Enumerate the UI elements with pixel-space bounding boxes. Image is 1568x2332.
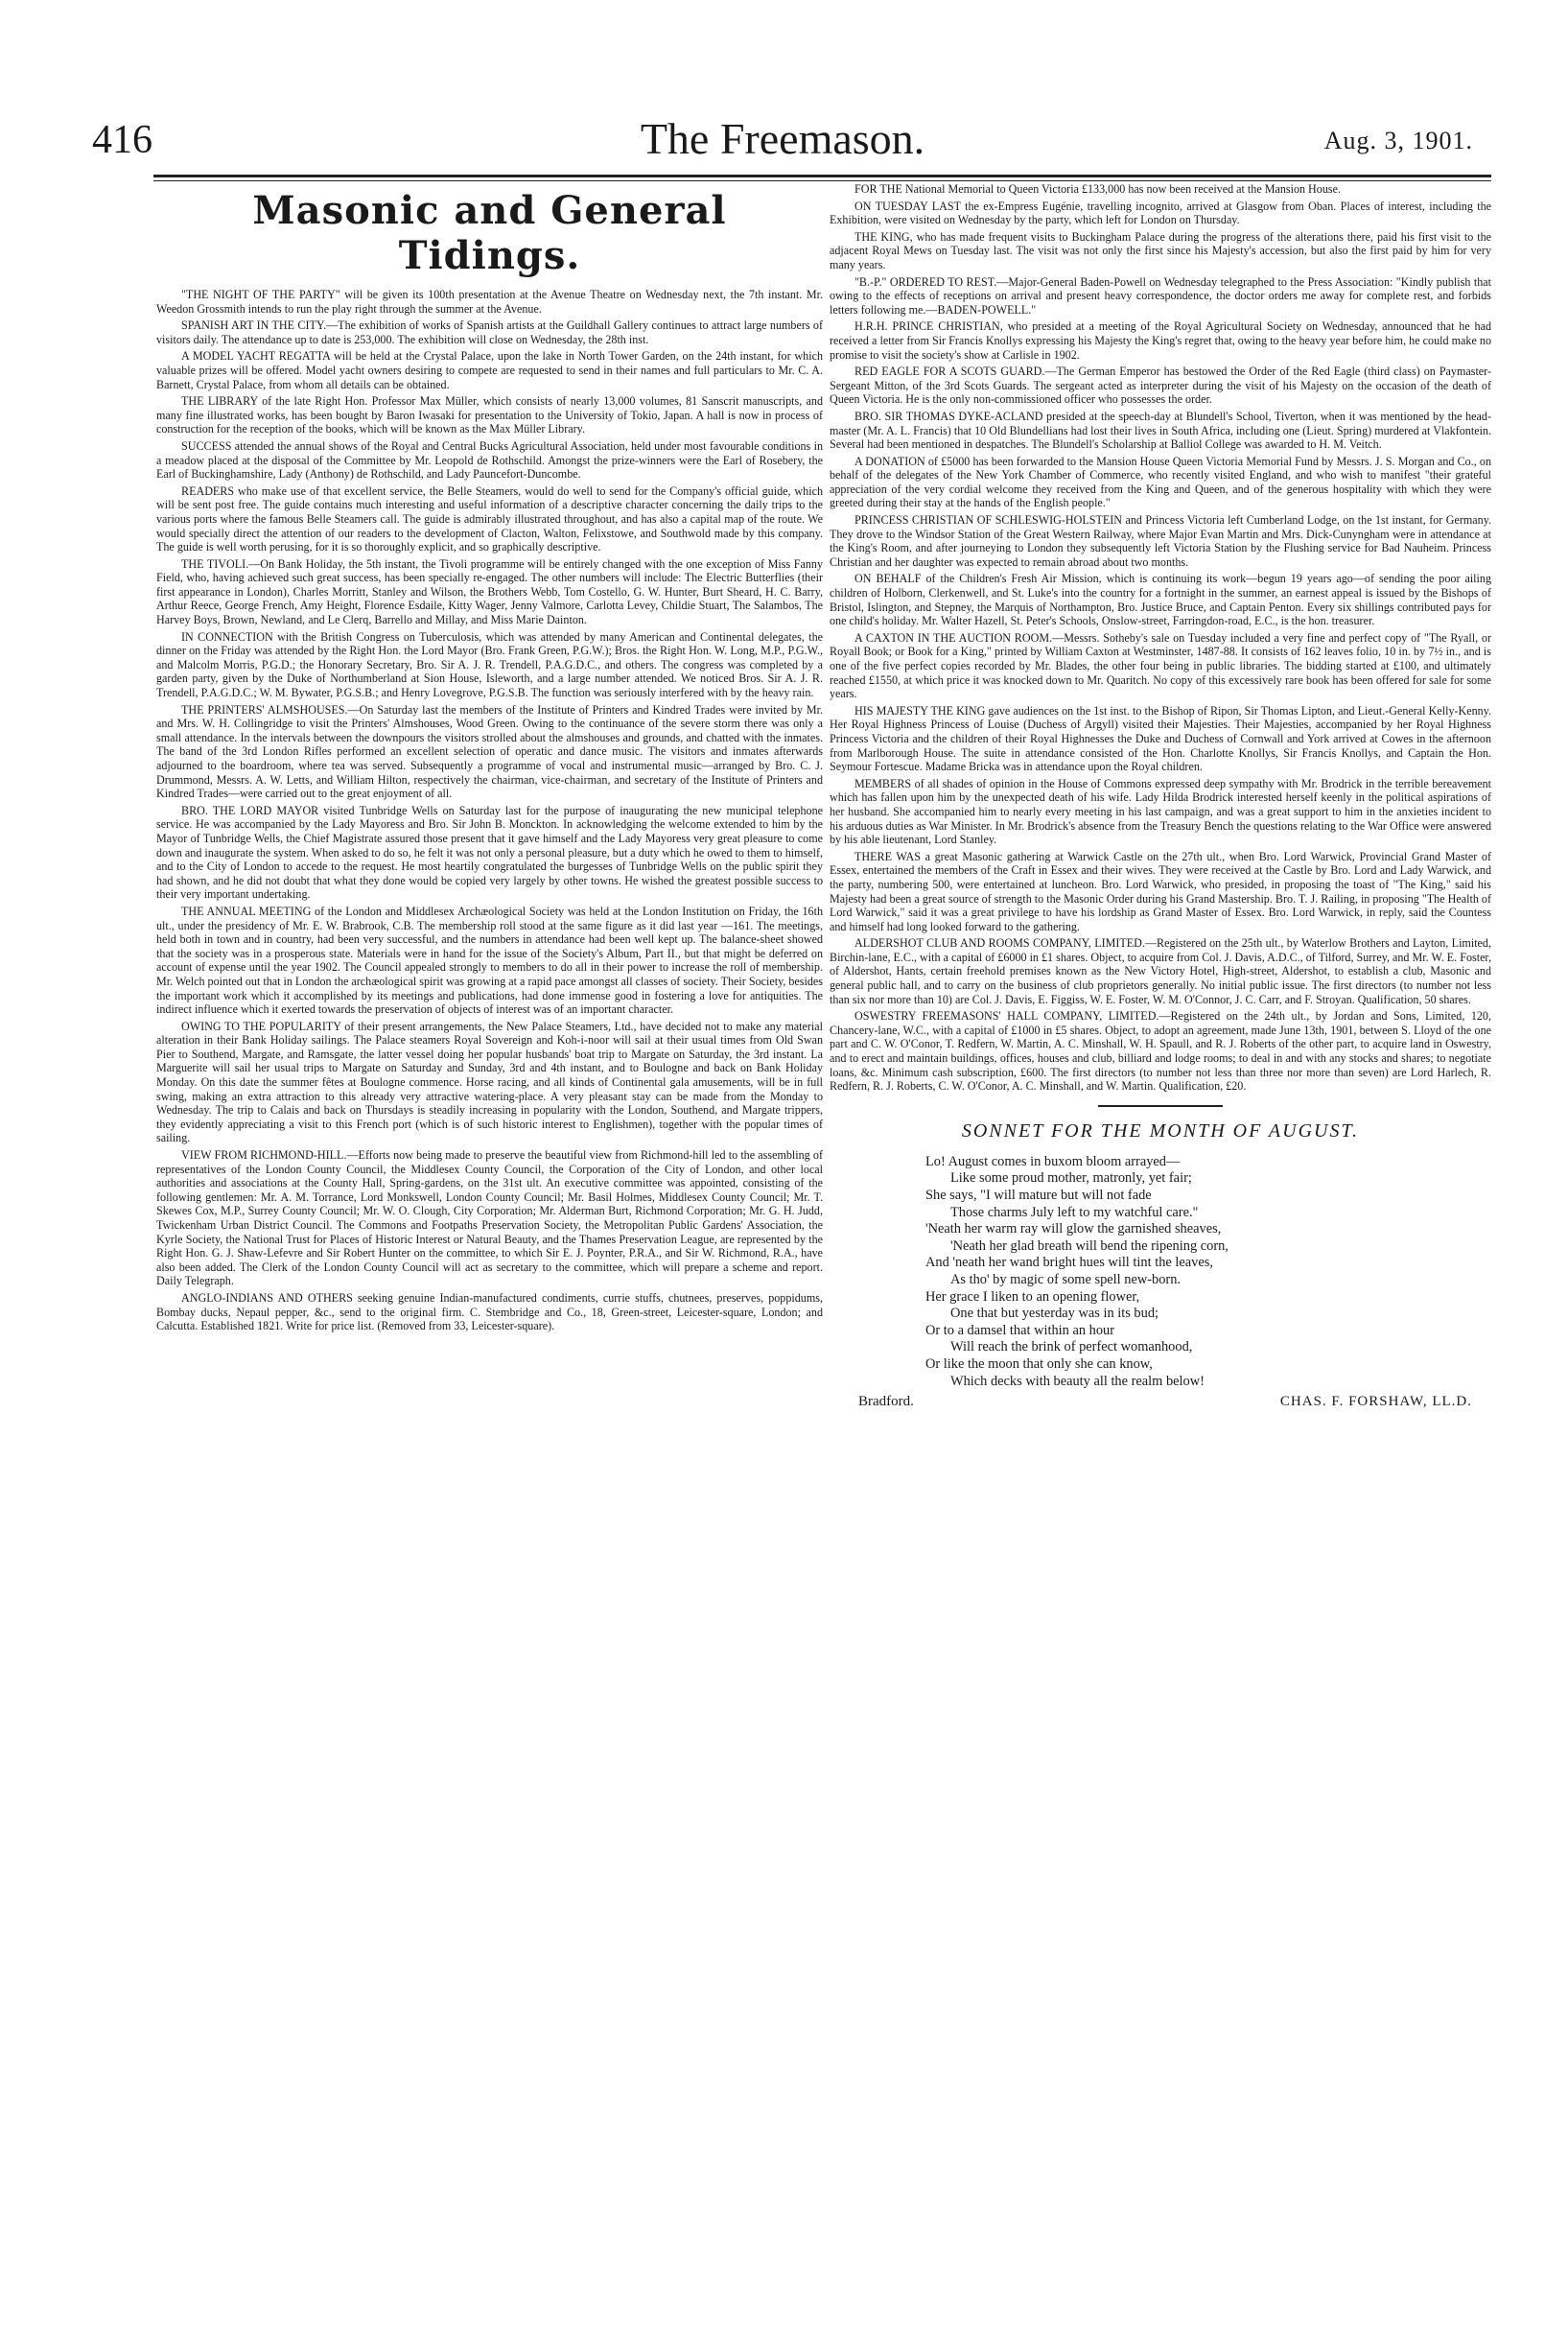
poem-line: Or like the moon that only she can know, xyxy=(925,1355,1153,1372)
article-paragraph: SPANISH ART IN THE CITY.—The exhibition of works of Spanish artists at the Guildhall Gallery continues to attract large numbers of visitors daily. The attendance up to date is 253,000. The exhibition will close on Wednesday, the 28th inst. xyxy=(156,318,823,346)
page-number: 416 xyxy=(92,118,152,162)
article-paragraph: ANGLO-INDIANS AND OTHERS seeking genuine Indian-manufactured condiments, currie stuffs, chutnees, preserves, poppidums, Bombay ducks, Nepaul pepper, &c., send to the original firm. C. Stembridge and Co., 18, Green-street, Leicester-square, London; and Calcutta. Established 1821. Write for price list. (Removed from 33, Leicester-square). xyxy=(156,1290,823,1333)
article-paragraph: BRO. SIR THOMAS DYKE-ACLAND presided at the speech-day at Blundell's School, Tiverton, when it was mentioned by the head-master (Mr. A. L. Francis) that 10 Old Blundellians had lost their lives in South Africa, including one (Lieut. Spring) murdered at Vlakfontein. Several had been mentioned in despatches. The Blundell's Scholarship at Balliol College was awarded to H. M. Veitch. xyxy=(830,409,1491,452)
poem-line: One that but yesterday was in its bud; xyxy=(950,1306,1159,1322)
article-paragraph: THE TIVOLI.—On Bank Holiday, the 5th instant, the Tivoli programme will be entirely changed with the one exception of Miss Fanny Field, who, having achieved such great success, has been specially re-engaged. The other numbers will include: The Electric Butterflies (their first appearance in London), Charles Morritt, Stanley and Wilson, the Brothers Webb, Tom Costello, G. W. Hunter, Burt Sheard, H. C. Barry, Arthur Reece, George French, Amy Height, Florence Esdaile, Kitty Wager, Jenny Valmore, Carlotta Levey, Childie Stuart, The Salambos, The Harvey Boys, Brown, Newland, and Le Clerq, Barrello and Millay, and Miss Marie Dainton. xyxy=(156,556,823,627)
article-paragraph: A CAXTON IN THE AUCTION ROOM.—Messrs. Sotheby's sale on Tuesday included a very fine and perfect copy of "The Ryall, or Royall Book; or Book for a King," printed by William Caxton at Westminster, 1487-88. It consists of 162 leaves folio, 10 in. by 7½ in., and is one of the five perfect copies recorded by Mr. Blades, the other four being in public libraries. The bidding started at £100, and ultimately reached £1550, at which price it was knocked down to Mr. Quaritch. No copy of this excessively rare book has been offered for sale for some years. xyxy=(830,630,1491,701)
sonnet-signature xyxy=(830,1394,1491,1415)
article-paragraph: READERS who make use of that excellent service, the Belle Steamers, would do well to send for the Company's official guide, which will be sent post free. The guide contains much interesting and useful information of a descriptive character concerning the daily trips to the various ports where the famous Belle Steamers call. The guide is admirably illustrated throughout, and has also a capital map of the route. We would specially direct the attention of our readers to the development of Clacton, Walton, Felixstowe, and Southwold made by this company. The guide is well worth perusing, for it is so thoroughly explicit, and so graphically descriptive. xyxy=(156,483,823,554)
article-paragraph: THE LIBRARY of the late Right Hon. Professor Max Müller, which consists of nearly 13,000 volumes, 81 Sanscrit manuscripts, and many fine illustrated works, has been bought by Baron Iwasaki for presentation to the University of Tokio, Japan. A hall is now in process of construction for the reception of the books, which will be known as the Max Müller Library. xyxy=(156,394,823,436)
article-paragraph: ON TUESDAY LAST the ex-Empress Eugénie, travelling incognito, arrived at Glasgow from Oban. Places of interest, including the Exhibition, were visited on Wednesday by the party, which left for London on Thursday. xyxy=(830,199,1491,227)
article-paragraph: THE PRINTERS' ALMSHOUSES.—On Saturday last the members of the Institute of Printers and Kindred Trades were invited by Mr. and Mrs. W. H. Collingridge to visit the Printers' Almshouses, Wood Green. Owing to the continuance of the severe storm there was only a small attendance. In the intervals between the downpours the visitors strolled about the almshouses and grounds, and chatted with the inmates. The band of the 3rd London Rifles performed an excellent selection of operatic and dance music. The visitors and inmates afterwards adjourned to the boardroom, where tea was served. Subsequently a programme of vocal and instrumental music—arranged by Bro. C. J. Drummond, Messrs. A. W. Letts, and William Hilton, respectively the chairman, vice-chairman, and secretary of the Institute of Printers and Kindred Trades—were carried out to the great enjoyment of all. xyxy=(156,702,823,801)
article-paragraph: IN CONNECTION with the British Congress on Tuberculosis, which was attended by many American and Continental delegates, the dinner on the Friday was attended by the Right Hon. the Lord Mayor (Bro. Frank Green, P.G.W.); Bros. the Right Hon. W. Long, M.P., P.G.W., and Malcolm Morris, P.G.D.; the Honorary Secretary, Bro. Sir A. J. R. Trendell, P.A.G.D.C., and others. The congress was completed by a garden party, given by the Duke of Northumberland at Sion House, Isleworth, and a large number attended. We noticed Bros. Sir A. J. R. Trendell, P.A.G.D.C.; W. M. Bywater, P.G.S.B.; and Henry Lovegrove, P.G.S.B. The function was seriously interfered with by the heavy rain. xyxy=(156,629,823,700)
section-separator xyxy=(1098,1105,1223,1107)
left-articles xyxy=(156,288,823,1333)
article-paragraph: BRO. THE LORD MAYOR visited Tunbridge Wells on Saturday last for the purpose of inaugurating the new municipal telephone service. He was accompanied by the Lady Mayoress and Bro. Sir John B. Monckton. In acknowledging the welcome extended to him by the Mayor of Tunbridge Wells, the Chief Magistrate assured those present that it gave himself and the Lady Mayoress very great pleasure to come down and inaugurate the system. When asked to do so, he felt it was not only a personal pleasure, but a duty which he owed to them to himself, and to the City of London to accede to the request. He most heartily congratulated the burgesses of Tunbridge Wells on the public spirit they had shown, and he did not doubt that what they done would be copied very largely by other towns. He wished the greatest possible success to their very important undertaking. xyxy=(156,803,823,902)
article-paragraph: H.R.H. PRINCE CHRISTIAN, who presided at a meeting of the Royal Agricultural Society on Wednesday, announced that he had received a letter from Sir Francis Knollys expressing his Majesty the King's regret that, owing to the heavy year before him, he could make no promise to visit the society's show at Carlisle in 1902. xyxy=(830,319,1491,362)
poem-line: Which decks with beauty all the realm below! xyxy=(950,1373,1205,1389)
poem-line: As tho' by magic of some spell new-born. xyxy=(950,1271,1181,1287)
poem-line: 'Neath her glad breath will bend the ripening corn, xyxy=(950,1237,1229,1254)
article-paragraph: A MODEL YACHT REGATTA will be held at the Crystal Palace, upon the lake in North Tower Garden, on the 24th instant, for which valuable prizes will be offered. Model yacht owners desiring to compete are requested to send in their names and full particulars to Mr. C. A. Barnett, Crystal Palace, from whom all details can be obtained. xyxy=(156,349,823,391)
poem-line: And 'neath her wand bright hues will tint the leaves, xyxy=(925,1255,1213,1271)
section-heading: Masonic and General Tidings. xyxy=(252,188,727,278)
article-paragraph: ALDERSHOT CLUB AND ROOMS COMPANY, LIMITED.—Registered on the 25th ult., by Waterlow Brothers and Layton, Limited, Birchin-lane, E.C., with a capital of £6000 in £1 shares. Object, to acquire from Col. J. Davis, A.D.C., of Tilford, Surrey, and Mr. W. E. Foster, of Aldershot, Hants, certain freehold premises known as the New Victory Hotel, High-street, Aldershot, to establish a club, Masonic and general public hall, and to carry on the business of club proprietors generally. No initial public issue. The first directors (to number not less than six nor more than 10) are Col. J. Davis, E. Figgiss, W. E. Foster, W. M. O'Connor, J. C. Carr, and F. Stroyan. Qualification, 50 shares. xyxy=(830,936,1491,1006)
article-paragraph: OWING TO THE POPULARITY of their present arrangements, the New Palace Steamers, Ltd., have decided not to make any material alteration in their Bank Holiday sailings. The Palace steamers Royal Sovereign and Koh-i-noor will sail at their usual times from Old Swan Pier to Southend, Margate, and Ramsgate, the latter vessel doing her popular husbands' boat trip to Margate on Saturday, the 3rd instant. La Marguerite will sail her usual trips to Margate on Saturday and Sunday, 3rd and 4th instant, and to Boulogne and back on Bank Holiday Monday. On this date the summer fêtes at Boulogne commence. Horse racing, and all kinds of Continental gala amusements, will be in full swing, making an extra attraction to this already very attractive watering-place. A very pleasant stay can be made from the Monday to Wednesday. The trip to Calais and back on Thursdays is steadily increasing in popularity with the London, Southend, and Margate trippers, they evidently appreciating a visit to this French port (which is of such historic interest to Englishmen), together with the popular times of sailing. xyxy=(156,1019,823,1145)
poem-line: Her grace I liken to an opening flower, xyxy=(925,1288,1140,1305)
article-paragraph: SUCCESS attended the annual shows of the Royal and Central Bucks Agricultural Association, held under most favourable conditions in a meadow placed at the disposal of the Committee by Mr. Leopold de Rothschild. Amongst the prize-winners were the Earl of Rosebery, the Earl of Buckinghamshire, Lady (Anthony) de Rothschild, and Lady Pauncefort-Duncombe. xyxy=(156,438,823,482)
poem-line: Lo! August comes in buxom bloom arrayed— xyxy=(925,1153,1181,1169)
article-paragraph: THERE WAS a great Masonic gathering at Warwick Castle on the 27th ult., when Bro. Lord Warwick, Provincial Grand Master of Essex, entertained the members of the Craft in Essex and their wives. They were received at the Castle by Bro. Lord and Lady Warwick, and the party, numbering 500, were entertained at luncheon. Bro. Lord Warwick, who presided, in proposing the toast of "The King," said his Majesty had been a great source of strength to the Masonic Order during his Grand Mastership. Bro. T. J. Railing, in proposing "The Health of Lord Warwick," said it was a great privilege to have his lordship as Grand Master of Essex. Bro. Lord Warwick, in reply, said the Countess and himself had long looked forward to the gathering. xyxy=(830,849,1491,933)
issue-date: Aug. 3, 1901. xyxy=(1323,127,1473,154)
right-articles xyxy=(830,182,1491,1094)
article-paragraph: MEMBERS of all shades of opinion in the House of Commons expressed deep sympathy with Mr. Brodrick in the terrible bereavement which has fallen upon him by the unexpected death of his wife. Lady Hilda Brodrick interested herself keenly in the political aspirations of her husband. She accompanied him to nearly every meeting in his last campaign, and was a great support to him in the anxieties incident to his arduous duties as War Minister. In Mr. Brodrick's absence from the Treasury Bench the questions relating to the War Office were answered by his able lieutenant, Lord Stanley. xyxy=(830,776,1491,847)
poem-line: Will reach the brink of perfect womanhood, xyxy=(950,1339,1193,1355)
poem-line: Like some proud mother, matronly, yet fair; xyxy=(950,1170,1192,1187)
article-paragraph: RED EAGLE FOR A SCOTS GUARD.—The German Emperor has bestowed the Order of the Red Eagle (third class) on Paymaster-Sergeant Mitton, of the 3rd Scots Guards. The sergeant acted as interpreter during the visit of his Majesty on the occasion of the death of Queen Victoria. He is the only non-commissioned officer who possesses the order. xyxy=(830,365,1491,407)
article-paragraph: ON BEHALF of the Children's Fresh Air Mission, which is continuing its work—begun 19 years ago—of sending the poor ailing children of Holborn, Clerkenwell, and St. Luke's into the country for a fortnight in the summer, an earnest appeal is issued by the Bishops of Bristol, Islington, and Stepney, the Marquis of Northampton, Bro. Justice Bruce, and Captain Penton. Every six shillings contributed pays for one child's holiday. Mr. Walter Hazell, St. Peter's Schools, Onslow-street, Farringdon-road, E.C., is the hon. treasurer. xyxy=(830,572,1491,628)
article-paragraph: "B.-P." ORDERED TO REST.—Major-General Baden-Powell on Wednesday telegraphed to the Press Association: "Kindly publish that owing to the effects of receptions on arrival and present heavy correspondence, the doctor orders me away for complete rest, and forbids letters following me.—BADEN-POWELL." xyxy=(830,274,1491,317)
article-paragraph: FOR THE National Memorial to Queen Victoria £133,000 has now been received at the Mansion House. xyxy=(854,182,1341,196)
masthead-title: The Freemason. xyxy=(640,114,925,163)
article-paragraph: PRINCESS CHRISTIAN OF SCHLESWIG-HOLSTEIN and Princess Victoria left Cumberland Lodge, on the 1st instant, for Germany. They drove to the Windsor Station of the Great Western Railway, where Major Evan Martin and Mrs. Dick-Cunyngham were in attendance at the King's Room, and after journeying to London they subsequently left Victoria Station by the Flushing service for Bad Nauheim. Princess Christian and her daughter was expected to remain abroad about two months. xyxy=(830,513,1491,569)
article-paragraph: VIEW FROM RICHMOND-HILL.—Efforts now being made to preserve the beautiful view from Richmond-hill led to the assembling of representatives of the London County Council, the Middlesex County Council, the Corporation of the City of London, and other local authorities and associations at the County Hall, Spring-gardens, on the 31st ult. An executive committee was appointed, consisting of the following gentlemen: Mr. A. M. Torrance, Lord Monkswell, London County Council; Mr. Basil Holmes, Middlesex County Council; Mr. T. Skewes Cox, M.P., Surrey County Council; Mr. W. O. Clough, City Corporation; Mr. Alderman Burt, Richmond Corporation; Mr. G. H. Judd, Twickenham Urban District Council. The Commons and Footpaths Preservation Society, the Metropolitan Public Gardens' Association, the Kyrle Society, the National Trust for Places of Historic Interest or Natural Beauty, and the Thames Preservation League, are represented by the Right Hon. G. J. Shaw-Lefevre and Sir Robert Hunter on the committee, to which Sir E. J. Poynter, P.R.A., and Sir W. Richmond, R.A., have also been added. The Clerk of the London County Council will act as secretary to the committee, which will prepare a scheme and report. Daily Telegraph. xyxy=(156,1148,823,1288)
sonnet-author: CHAS. F. FORSHAW, LL.D. xyxy=(1279,1394,1472,1410)
article-paragraph: A DONATION of £5000 has been forwarded to the Mansion House Queen Victoria Memorial Fund by Messrs. J. S. Morgan and Co., on behalf of the delegates of the New York Chamber of Commerce, who recently visited England, and who wish to manifest "their grateful appreciation of the very cordial welcome they received from the King and Queen, and of the generous hospitality with which they were greeted during their stay at the hands of the English people." xyxy=(830,454,1491,510)
page-header xyxy=(92,113,1473,171)
article-paragraph: "THE NIGHT OF THE PARTY" will be given its 100th presentation at the Avenue Theatre on Wednesday next, the 7th instant. Mr. Weedon Grossmith intends to run the play right through the summer at the Avenue. xyxy=(156,288,823,316)
sonnet-place: Bradford. xyxy=(858,1394,914,1410)
header-rule-thin xyxy=(153,180,1491,181)
poem-line: Those charms July left to my watchful care." xyxy=(950,1204,1199,1220)
article-paragraph: THE ANNUAL MEETING of the London and Middlesex Archæological Society was held at the London Institution on Friday, the 16th ult., under the presidency of Mr. E. W. Brabrook, C.B. The membership roll stood at the same figure as it did last year —161. The meetings, held both in town and in country, had been very successful, and the numbers in attendance had been well kept up. The balance-sheet showed that the society was in a prosperous state. Materials were in hand for the issue of the Society's Album, Part II., but that might be deferred on account of expense until the year 1902. The Council appealed strongly to members to do all in their power to increase the roll of membership. Mr. Welch pointed out that in London the archæological spirit was growing at a rapid pace amongst all classes of society. Their Society, besides the important work which it accomplished by its meetings and publications, had done immense good in fostering a love for antiquities. The indirect influence which it exerted towards the preservation of objects of interest was of an important character. xyxy=(156,904,823,1017)
article-paragraph: OSWESTRY FREEMASONS' HALL COMPANY, LIMITED.—Registered on the 24th ult., by Jordan and Sons, Limited, 120, Chancery-lane, W.C., with a capital of £1000 in £5 shares. Object, to adopt an agreement, made June 13th, 1901, between S. Lloyd of the one part and C. W. O'Conor, T. Redfern, W. Martin, A. C. Minshall, W. H. Spaull, and R. J. Roberts of the other part, to acquire land in Oswestry, and to erect and maintain buildings, offices, houses and club, billiard and lodge rooms; to deal in and with any stocks and shares; to negotiate loans, &c. Minimum cash subscription, £600. The first directors (to number not less than three nor more than seven) are Lord Harlech, R. Redfern, R. J. Roberts, C. W. O'Conor, A. C. Minshall, and W. Martin. Qualification, £20. xyxy=(830,1009,1491,1094)
left-column xyxy=(156,182,823,1336)
sonnet-title: SONNET FOR THE MONTH OF AUGUST. xyxy=(961,1119,1360,1142)
poem-line: She says, "I will mature but will not fade xyxy=(925,1188,1152,1203)
sonnet-poem xyxy=(925,1154,1491,1390)
header-rule xyxy=(153,175,1491,177)
right-column xyxy=(830,182,1491,1415)
article-paragraph: THE KING, who has made frequent visits to Buckingham Palace during the progress of the alterations there, paid his first visit to the adjacent Royal Mews on Tuesday last. The visit was not only the first since his Majesty's accession, but also the first paid by him for very many years. xyxy=(830,229,1491,271)
article-paragraph: HIS MAJESTY THE KING gave audiences on the 1st inst. to the Bishop of Ripon, Sir Thomas Lipton, and Lieut.-General Kelly-Kenny. Her Royal Highness Princess of Louise (Duchess of Argyll) visited their Majesties. Their Majesties, accompanied by her Royal Highness Princess Victoria and the children of their Royal Highnesses the Duke and Duchess of Cornwall and York arrived at Cowes in the afternoon from Marlborough House. The suite in attendance consisted of the Hon. Charlotte Knollys, Sir Francis Knollys, and Captain the Hon. Seymour Fortescue. Madame Bricka was in attendance upon the Royal children. xyxy=(830,703,1491,774)
poem-line: 'Neath her warm ray will glow the garnished sheaves, xyxy=(925,1221,1222,1237)
poem-line: Or to a damsel that within an hour xyxy=(925,1322,1115,1338)
